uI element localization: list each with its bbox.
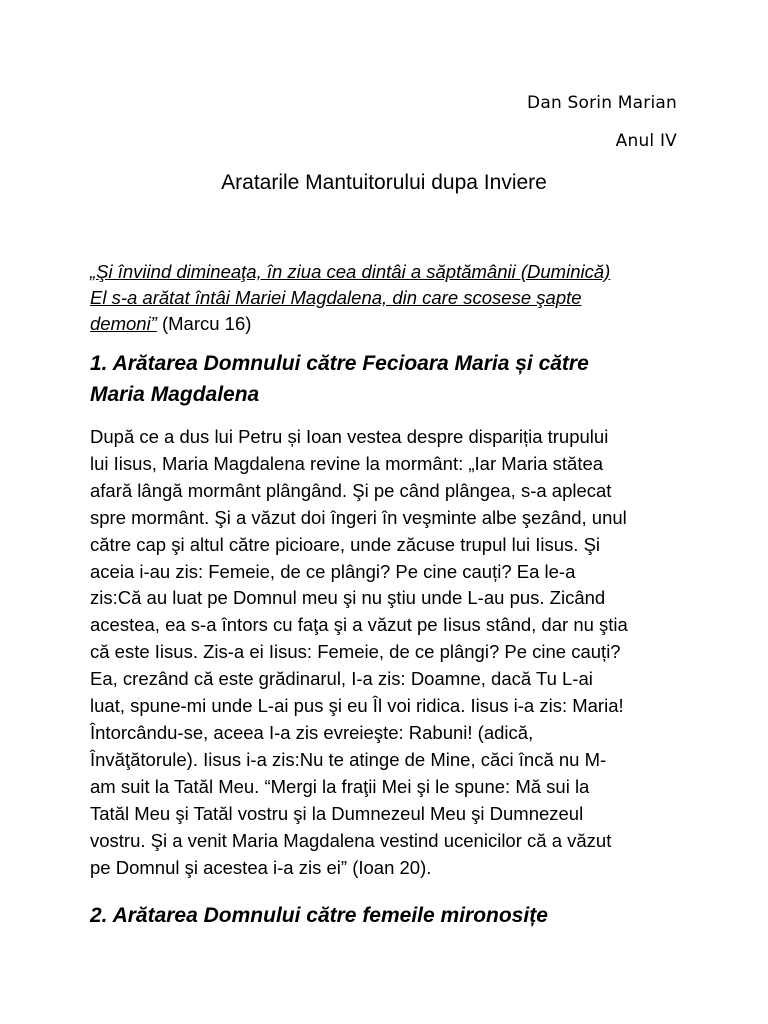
epigraph-line: El s-a arătat întâi Mariei Magdalena, din care scosese şapte	[90, 287, 582, 308]
paragraph-line: luat, spune-mi unde L-ai pus şi eu Îl voi ridica. Iisus i-a zis: Maria!	[90, 695, 624, 717]
epigraph-line: demoni”	[90, 313, 157, 334]
paragraph-line: că este Iisus. Zis-a ei Iisus: Femeie, de ce plângi? Pe cine cauți?	[90, 641, 621, 663]
epigraph-text	[90, 259, 690, 311]
section-heading-line: Maria Magdalena	[90, 383, 260, 406]
section-heading-line: 1. Arătarea Domnului către Fecioara Maria și către	[90, 352, 589, 375]
paragraph-line: lui Iisus, Maria Magdalena revine la mormânt: „Iar Maria stătea	[90, 452, 604, 474]
document-title: Aratarile Mantuitorului dupa Inviere	[221, 171, 547, 194]
paragraph-line: Ea, crezând că este grădinarul, I-a zis: Doamne, dacă Tu L-ai	[90, 668, 593, 690]
paragraph-line: acestea, ea s-a întors cu faţa şi a văzut pe Iisus stând, dar nu ştia	[90, 614, 628, 636]
paragraph-line: Întorcându-se, aceea I-a zis evreieşte: Rabuni! (adică,	[90, 721, 534, 743]
epigraph-citation: (Marcu 16)	[156, 313, 252, 334]
epigraph-quote	[90, 259, 690, 337]
paragraph-line: am suit la Tatăl Meu. “Mergi la fraţii Mei şi le spune: Mă sui la	[90, 775, 590, 797]
paragraph-line: către cap şi altul către picioare, unde zăcuse trupul lui Iisus. Şi	[90, 533, 601, 555]
paragraph-line: zis:Că au luat pe Domnul meu şi nu ştiu unde L-au pus. Zicând	[90, 587, 606, 609]
paragraph-line: vostru. Şi a venit Maria Magdalena vestind ucenicilor că a văzut	[90, 829, 612, 851]
paragraph-line: Învăţătorule). Iisus i-a zis:Nu te atinge de Mine, căci încă nu M-	[90, 748, 607, 770]
paragraph-line: afară lângă mormânt plângând. Şi pe când plângea, s-a aplecat	[90, 479, 612, 501]
paragraph-line: Tatăl Meu şi Tatăl vostru şi la Dumnezeul Meu şi Dumnezeul	[90, 802, 584, 824]
study-year: Anul IV	[615, 131, 677, 151]
author-name: Dan Sorin Marian	[527, 93, 677, 113]
paragraph-line: aceia i-au zis: Femeie, de ce plângi? Pe cine cauți? Ea le-a	[90, 560, 576, 582]
paragraph-line: spre mormânt. Şi a văzut doi îngeri în veşminte albe şezând, unul	[90, 506, 627, 528]
section-heading	[90, 348, 690, 410]
paragraph-line: După ce a dus lui Petru și Ioan vestea despre dispariția trupului	[90, 426, 609, 447]
epigraph-line: „Şi înviind dimineaţa, în ziua cea dintâi a săptămânii (Duminică)	[90, 261, 611, 282]
section-heading-line: 2. Arătarea Domnului către femeile mironosițe	[90, 904, 548, 927]
section-heading	[90, 900, 690, 931]
paragraph-line: pe Domnul şi acestea i-a zis ei” (Ioan 20).	[90, 856, 432, 878]
section-paragraph	[90, 424, 690, 881]
